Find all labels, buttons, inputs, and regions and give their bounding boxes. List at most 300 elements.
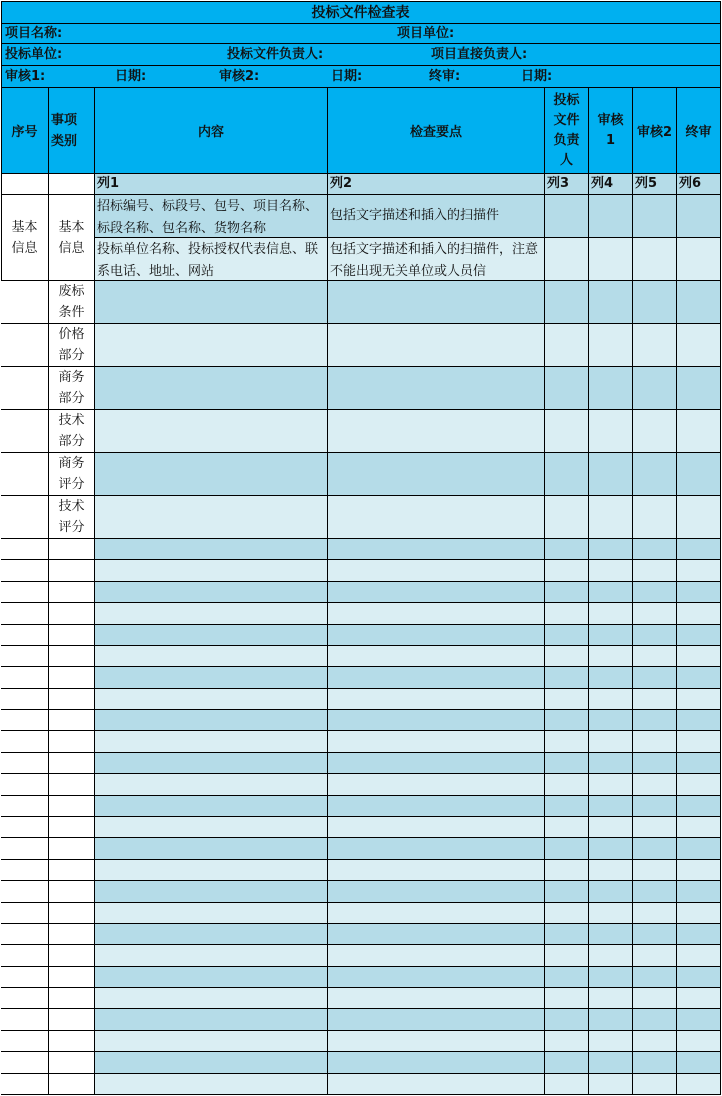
empty-row-11-check[interactable] [328,753,545,774]
empty-row-6-category [49,646,95,667]
empty-row-2-review1[interactable] [589,560,633,582]
empty-row-17-owner[interactable] [545,881,589,903]
empty-row-8-seq [1,689,49,710]
row-1-review2[interactable] [633,195,677,238]
category-row-1-category [49,281,95,324]
header-check-points-text: 检查要点 [409,125,462,140]
empty-row-18-final[interactable] [677,903,721,924]
empty-row-26-category [49,1074,95,1095]
category-row-3-review1[interactable] [589,367,633,410]
empty-row-26-final[interactable] [677,1074,721,1095]
category-row-3-review2[interactable] [633,367,677,410]
category-label: 技术评分 [58,499,85,535]
empty-row-14-review2[interactable] [633,817,677,838]
empty-row-20-review2[interactable] [633,945,677,967]
empty-row-2-content[interactable] [95,560,328,582]
empty-row-2-review2[interactable] [633,560,677,582]
empty-row-13-review1[interactable] [589,796,633,817]
empty-row-10-category [49,731,95,753]
header-bid-owner [545,88,589,174]
column-label-1 [95,174,328,195]
empty-row-9-category [49,710,95,731]
column-label-1-text: 列1 [97,176,120,191]
empty-row-14-check[interactable] [328,817,545,838]
project-unit-label: 项目单位: [397,26,455,41]
empty-row-17-review2[interactable] [633,881,677,903]
empty-row-3-check[interactable] [328,582,545,603]
category-row-5-category [49,453,95,496]
empty-row-7-content[interactable] [95,667,328,689]
empty-row-4-check[interactable] [328,603,545,625]
empty-row-2-seq [1,560,49,582]
category-row-2-review1[interactable] [589,324,633,367]
title-text: 投标文件检查表 [311,5,410,21]
empty-row-19-final[interactable] [677,924,721,945]
empty-row-5-review1[interactable] [589,625,633,646]
empty-row-23-final[interactable] [677,1009,721,1031]
empty-row-15-seq [1,838,49,860]
label-cell-seq [1,174,49,195]
empty-row-23-review2[interactable] [633,1009,677,1031]
empty-row-25-content[interactable] [95,1052,328,1074]
empty-row-10-review1[interactable] [589,731,633,753]
category-row-4-content[interactable] [95,410,328,453]
empty-row-13-final[interactable] [677,796,721,817]
empty-row-20-final[interactable] [677,945,721,967]
empty-row-9-check[interactable] [328,710,545,731]
empty-row-18-owner[interactable] [545,903,589,924]
empty-row-21-content[interactable] [95,967,328,988]
empty-row-26-content[interactable] [95,1074,328,1095]
empty-row-1-owner[interactable] [545,539,589,560]
category-row-5-final[interactable] [677,453,721,496]
empty-row-5-check[interactable] [328,625,545,646]
empty-row-20-content[interactable] [95,945,328,967]
empty-row-20-owner[interactable] [545,945,589,967]
empty-row-5-review2[interactable] [633,625,677,646]
category-row-5-content[interactable] [95,453,328,496]
info-row-1 [1,24,721,44]
empty-row-24-check[interactable] [328,1031,545,1052]
empty-row-12-review1[interactable] [589,774,633,796]
category-row-1-seq [1,281,49,324]
empty-row-25-category [49,1052,95,1074]
column-label-2-text: 列2 [330,176,353,191]
empty-row-9-seq [1,710,49,731]
category-row-1-review1[interactable] [589,281,633,324]
category-row-6-check[interactable] [328,496,545,539]
category-row-1-review2[interactable] [633,281,677,324]
empty-row-9-content[interactable] [95,710,328,731]
empty-row-10-review2[interactable] [633,731,677,753]
empty-row-21-category [49,967,95,988]
empty-row-22-final[interactable] [677,988,721,1009]
row-2-check [328,238,545,281]
empty-row-22-content[interactable] [95,988,328,1009]
review1-label: 审核1: [5,69,46,84]
row-2-check-text: 包括文字描述和插入的扫描件，注意不能出现无关单位或人员信 [330,242,539,279]
info-row-3 [1,66,721,88]
row-2-review1[interactable] [589,238,633,281]
empty-row-17-final[interactable] [677,881,721,903]
empty-row-5-category [49,625,95,646]
empty-row-11-category [49,753,95,774]
empty-row-24-review2[interactable] [633,1031,677,1052]
empty-row-22-seq [1,988,49,1009]
empty-row-1-seq [1,539,49,560]
category-row-1-check[interactable] [328,281,545,324]
empty-row-13-owner[interactable] [545,796,589,817]
category-row-6-content[interactable] [95,496,328,539]
empty-row-6-seq [1,646,49,667]
empty-row-8-review1[interactable] [589,689,633,710]
row-2-review2[interactable] [633,238,677,281]
category-label: 废标条件 [58,284,85,320]
empty-row-10-check[interactable] [328,731,545,753]
column-label-4-text: 列4 [591,176,614,191]
empty-row-16-owner[interactable] [545,860,589,881]
category-row-2-review2[interactable] [633,324,677,367]
empty-row-21-check[interactable] [328,967,545,988]
empty-row-1-review1[interactable] [589,539,633,560]
empty-row-4-review2[interactable] [633,603,677,625]
empty-row-9-final[interactable] [677,710,721,731]
empty-row-5-seq [1,625,49,646]
empty-row-6-final[interactable] [677,646,721,667]
empty-row-3-final[interactable] [677,582,721,603]
header-check-points [328,88,545,174]
column-label-6 [677,174,721,195]
empty-row-21-owner[interactable] [545,967,589,988]
empty-row-6-content[interactable] [95,646,328,667]
header-category-text: 事项类别 [51,113,78,149]
column-label-3-text: 列3 [547,176,570,191]
empty-row-14-review1[interactable] [589,817,633,838]
empty-row-13-category [49,796,95,817]
empty-row-2-owner[interactable] [545,560,589,582]
empty-row-16-category [49,860,95,881]
empty-row-1-content[interactable] [95,539,328,560]
empty-row-1-category [49,539,95,560]
empty-row-1-check[interactable] [328,539,545,560]
empty-row-22-review2[interactable] [633,988,677,1009]
row-1-check [328,195,545,238]
empty-row-8-check[interactable] [328,689,545,710]
empty-row-5-owner[interactable] [545,625,589,646]
empty-row-21-review2[interactable] [633,967,677,988]
row-1-content-text: 招标编号、标段号、包号、项目名称、标段名称、包名称、货物名称 [97,199,319,236]
empty-row-19-review2[interactable] [633,924,677,945]
empty-row-11-review2[interactable] [633,753,677,774]
empty-row-14-final[interactable] [677,817,721,838]
empty-row-26-seq [1,1074,49,1095]
empty-row-18-review2[interactable] [633,903,677,924]
category-row-1-content[interactable] [95,281,328,324]
empty-row-25-final[interactable] [677,1052,721,1074]
empty-row-21-final[interactable] [677,967,721,988]
empty-row-17-content[interactable] [95,881,328,903]
empty-row-25-review1[interactable] [589,1052,633,1074]
empty-row-4-seq [1,603,49,625]
category-row-5-check[interactable] [328,453,545,496]
category-row-6-final[interactable] [677,496,721,539]
category-row-1-final[interactable] [677,281,721,324]
empty-row-7-owner[interactable] [545,667,589,689]
empty-row-2-final[interactable] [677,560,721,582]
empty-row-5-final[interactable] [677,625,721,646]
empty-row-12-category [49,774,95,796]
info-row-2 [1,44,721,66]
empty-row-15-check[interactable] [328,838,545,860]
empty-row-16-check[interactable] [328,860,545,881]
empty-row-3-review2[interactable] [633,582,677,603]
empty-row-8-content[interactable] [95,689,328,710]
category-row-6-review2[interactable] [633,496,677,539]
column-label-6-text: 列6 [679,176,702,191]
empty-row-17-review1[interactable] [589,881,633,903]
category-row-3-owner[interactable] [545,367,589,410]
empty-row-15-owner[interactable] [545,838,589,860]
category-row-3-content[interactable] [95,367,328,410]
category-row-2-final[interactable] [677,324,721,367]
empty-row-22-category [49,988,95,1009]
empty-row-20-review1[interactable] [589,945,633,967]
empty-row-3-category [49,582,95,603]
empty-row-12-final[interactable] [677,774,721,796]
header-review2 [633,88,677,174]
category-row-2-content[interactable] [95,324,328,367]
row-2-content-text: 投标单位名称、投标授权代表信息、联系电话、地址、网站 [97,242,319,279]
category-row-2-owner[interactable] [545,324,589,367]
category-row-2-seq [1,324,49,367]
empty-row-13-content[interactable] [95,796,328,817]
empty-row-3-owner[interactable] [545,582,589,603]
empty-row-13-review2[interactable] [633,796,677,817]
empty-row-9-review2[interactable] [633,710,677,731]
empty-row-12-owner[interactable] [545,774,589,796]
row-1-review1[interactable] [589,195,633,238]
header-content [95,88,328,174]
empty-row-4-final[interactable] [677,603,721,625]
group-seq-text: 基本信息 [11,219,38,256]
header-category [49,88,95,174]
empty-row-24-content[interactable] [95,1031,328,1052]
empty-row-26-review2[interactable] [633,1074,677,1095]
empty-row-23-seq [1,1009,49,1031]
empty-row-7-seq [1,667,49,689]
empty-row-13-check[interactable] [328,796,545,817]
category-row-6-owner[interactable] [545,496,589,539]
empty-row-15-review2[interactable] [633,838,677,860]
empty-row-23-owner[interactable] [545,1009,589,1031]
header-content-text: 内容 [197,125,224,140]
empty-row-24-owner[interactable] [545,1031,589,1052]
empty-row-22-review1[interactable] [589,988,633,1009]
column-label-4 [589,174,633,195]
row-2-owner[interactable] [545,238,589,281]
category-row-3-seq [1,367,49,410]
header-review1 [589,88,633,174]
empty-row-24-seq [1,1031,49,1052]
category-row-4-seq [1,410,49,453]
empty-row-6-check[interactable] [328,646,545,667]
category-row-6-category [49,496,95,539]
category-label: 商务评分 [58,456,85,492]
empty-row-4-owner[interactable] [545,603,589,625]
category-row-4-review1[interactable] [589,410,633,453]
column-label-3 [545,174,589,195]
empty-row-5-content[interactable] [95,625,328,646]
empty-row-7-review2[interactable] [633,667,677,689]
empty-row-26-check[interactable] [328,1074,545,1095]
category-row-5-review2[interactable] [633,453,677,496]
empty-row-12-content[interactable] [95,774,328,796]
empty-row-25-seq [1,1052,49,1074]
header-seq [1,88,49,174]
empty-row-16-final[interactable] [677,860,721,881]
category-row-1-owner[interactable] [545,281,589,324]
empty-row-19-review1[interactable] [589,924,633,945]
category-row-4-check[interactable] [328,410,545,453]
empty-row-12-review2[interactable] [633,774,677,796]
group-category-text: 基本信息 [58,219,85,256]
category-row-5-seq [1,453,49,496]
empty-row-25-review2[interactable] [633,1052,677,1074]
empty-row-24-final[interactable] [677,1031,721,1052]
empty-row-18-category [49,903,95,924]
review2-label: 审核2: [219,69,260,84]
project-name-label: 项目名称: [5,26,63,41]
empty-row-11-review1[interactable] [589,753,633,774]
empty-row-20-seq [1,945,49,967]
category-row-5-owner[interactable] [545,453,589,496]
empty-row-20-check[interactable] [328,945,545,967]
category-row-6-review1[interactable] [589,496,633,539]
date3-label: 日期: [521,69,553,84]
empty-row-6-owner[interactable] [545,646,589,667]
empty-row-1-final[interactable] [677,539,721,560]
category-row-4-review2[interactable] [633,410,677,453]
empty-row-16-review2[interactable] [633,860,677,881]
empty-row-11-seq [1,753,49,774]
row-2-final[interactable] [677,238,721,281]
empty-row-8-category [49,689,95,710]
column-label-5-text: 列5 [635,176,658,191]
empty-row-23-check[interactable] [328,1009,545,1031]
category-row-3-check[interactable] [328,367,545,410]
empty-row-23-category [49,1009,95,1031]
empty-row-23-review1[interactable] [589,1009,633,1031]
empty-row-11-content[interactable] [95,753,328,774]
empty-row-7-final[interactable] [677,667,721,689]
empty-row-25-owner[interactable] [545,1052,589,1074]
empty-row-18-content[interactable] [95,903,328,924]
empty-row-15-review1[interactable] [589,838,633,860]
date2-label: 日期: [331,69,363,84]
empty-row-11-owner[interactable] [545,753,589,774]
empty-row-19-content[interactable] [95,924,328,945]
empty-row-3-content[interactable] [95,582,328,603]
category-row-2-check[interactable] [328,324,545,367]
empty-row-19-check[interactable] [328,924,545,945]
category-row-5-review1[interactable] [589,453,633,496]
empty-row-15-content[interactable] [95,838,328,860]
empty-row-16-seq [1,860,49,881]
empty-row-21-review1[interactable] [589,967,633,988]
row-1-final[interactable] [677,195,721,238]
category-row-3-category [49,367,95,410]
empty-row-7-review1[interactable] [589,667,633,689]
empty-row-11-final[interactable] [677,753,721,774]
empty-row-10-final[interactable] [677,731,721,753]
empty-row-18-review1[interactable] [589,903,633,924]
empty-row-24-review1[interactable] [589,1031,633,1052]
empty-row-9-review1[interactable] [589,710,633,731]
category-row-6-seq [1,496,49,539]
empty-row-15-final[interactable] [677,838,721,860]
empty-row-18-check[interactable] [328,903,545,924]
empty-row-3-seq [1,582,49,603]
empty-row-8-owner[interactable] [545,689,589,710]
header-review1-text: 审核1 [597,112,624,148]
empty-row-26-owner[interactable] [545,1074,589,1095]
row-1-owner[interactable] [545,195,589,238]
empty-row-6-review2[interactable] [633,646,677,667]
category-row-4-final[interactable] [677,410,721,453]
empty-row-4-content[interactable] [95,603,328,625]
empty-row-14-owner[interactable] [545,817,589,838]
empty-row-16-review1[interactable] [589,860,633,881]
empty-row-22-check[interactable] [328,988,545,1009]
empty-row-25-check[interactable] [328,1052,545,1074]
empty-row-10-owner[interactable] [545,731,589,753]
category-row-3-final[interactable] [677,367,721,410]
empty-row-19-owner[interactable] [545,924,589,945]
empty-row-8-final[interactable] [677,689,721,710]
empty-row-12-seq [1,774,49,796]
empty-row-16-content[interactable] [95,860,328,881]
empty-row-20-category [49,945,95,967]
empty-row-7-check[interactable] [328,667,545,689]
empty-row-22-owner[interactable] [545,988,589,1009]
empty-row-1-review2[interactable] [633,539,677,560]
empty-row-17-check[interactable] [328,881,545,903]
header-final-text: 终审 [685,125,712,140]
empty-row-4-category [49,603,95,625]
empty-row-3-review1[interactable] [589,582,633,603]
empty-row-9-owner[interactable] [545,710,589,731]
group-seq-basic-info [1,195,49,281]
empty-row-7-category [49,667,95,689]
empty-row-26-review1[interactable] [589,1074,633,1095]
empty-row-14-content[interactable] [95,817,328,838]
empty-row-24-category [49,1031,95,1052]
empty-row-10-content[interactable] [95,731,328,753]
empty-row-8-review2[interactable] [633,689,677,710]
empty-row-12-check[interactable] [328,774,545,796]
header-review2-text: 审核2 [636,125,673,140]
empty-row-2-check[interactable] [328,560,545,582]
category-row-4-owner[interactable] [545,410,589,453]
direct-owner-label: 项目直接负责人: [431,47,528,62]
bid-owner-label: 投标文件负责人: [227,47,324,62]
column-label-2 [328,174,545,195]
empty-row-4-review1[interactable] [589,603,633,625]
empty-row-6-review1[interactable] [589,646,633,667]
header-final [677,88,721,174]
empty-row-23-content[interactable] [95,1009,328,1031]
empty-row-17-seq [1,881,49,903]
